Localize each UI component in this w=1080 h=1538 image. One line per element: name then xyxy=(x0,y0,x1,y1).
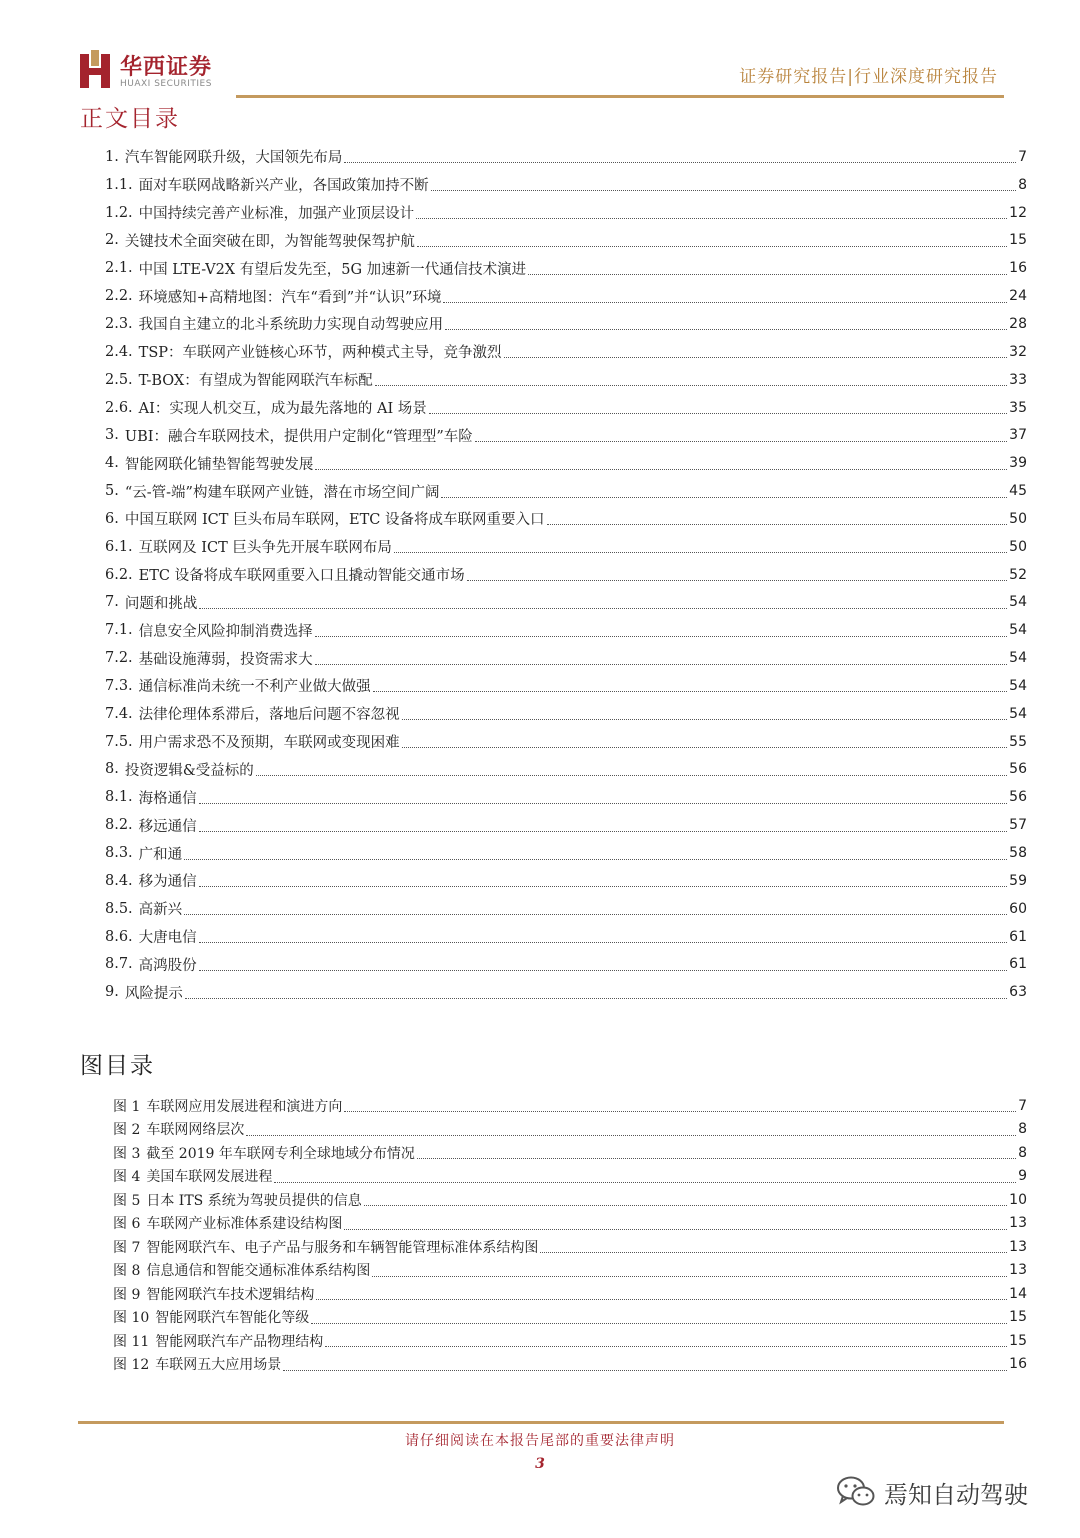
entry-title: 通信标准尚未统一不利产业做大做强 xyxy=(138,679,371,696)
dot-leader xyxy=(316,1299,1007,1300)
entry-number: 图 9 xyxy=(113,1286,141,1303)
toc-entry[interactable] xyxy=(105,756,1027,784)
entry-page: 16 xyxy=(1009,1356,1027,1373)
entry-title: 高新兴 xyxy=(138,902,183,919)
entry-number: 7.2. xyxy=(105,650,133,667)
entry-number: 2.3. xyxy=(105,315,133,332)
toc-heading: 正文目录 xyxy=(80,106,180,132)
entry-number: 1.2. xyxy=(105,204,133,221)
toc-entry[interactable] xyxy=(105,227,1027,255)
entry-number: 2.6. xyxy=(105,399,133,416)
toc-entry[interactable] xyxy=(105,199,1027,227)
entry-title: 车联网网络层次 xyxy=(146,1122,245,1139)
entry-title: 大唐电信 xyxy=(138,930,197,947)
dot-leader xyxy=(185,998,1007,999)
entry-number: 2.5. xyxy=(105,371,133,388)
dot-leader xyxy=(402,747,1008,748)
entry-number: 8.4. xyxy=(105,872,133,889)
dot-leader xyxy=(429,413,1007,414)
dot-leader xyxy=(315,636,1008,637)
entry-title: 环境感知+高精地图：汽车“看到”并“认识”环境 xyxy=(138,289,442,306)
entry-page: 15 xyxy=(1009,1309,1027,1326)
toc-entry[interactable] xyxy=(105,282,1027,310)
entry-title: 关键技术全面突破在即，为智能驾驶保驾护航 xyxy=(124,233,415,250)
toc-entry[interactable] xyxy=(105,728,1027,756)
entry-number: 2.1. xyxy=(105,260,133,277)
dot-leader xyxy=(199,942,1008,943)
entry-title: AI：实现人机交互，成为最先落地的 AI 场景 xyxy=(138,401,427,418)
toc-entry[interactable] xyxy=(105,561,1027,589)
entry-page: 54 xyxy=(1009,677,1027,694)
page-header xyxy=(78,44,1004,100)
entry-number: 图 8 xyxy=(113,1263,141,1280)
dot-leader xyxy=(528,274,1007,275)
entry-page: 63 xyxy=(1009,984,1027,1001)
entry-title: 智能网联汽车技术逻辑结构 xyxy=(146,1286,315,1303)
dot-leader xyxy=(199,970,1008,971)
entry-page: 50 xyxy=(1009,510,1027,527)
entry-page: 32 xyxy=(1009,343,1027,360)
entry-number: 图 5 xyxy=(113,1192,141,1209)
dot-leader xyxy=(475,441,1007,442)
entry-title: “云-管-端”构建车联网产业链，潜在市场空间广阔 xyxy=(124,484,440,501)
entry-page: 56 xyxy=(1009,761,1027,778)
entry-title: 风险提示 xyxy=(124,985,183,1002)
watermark-text: 焉知自动驾驶 xyxy=(884,1480,1028,1509)
entry-page: 61 xyxy=(1009,928,1027,945)
dot-leader xyxy=(199,803,1008,804)
figure-entry[interactable] xyxy=(113,1094,1027,1118)
toc-entry[interactable] xyxy=(105,644,1027,672)
entry-page: 24 xyxy=(1009,288,1027,305)
entry-number: 6.1. xyxy=(105,538,133,555)
entry-number: 图 7 xyxy=(113,1239,141,1256)
entry-number: 3. xyxy=(105,427,119,444)
entry-page: 16 xyxy=(1009,260,1027,277)
toc-entry[interactable] xyxy=(105,923,1027,951)
figure-list xyxy=(113,1094,1027,1376)
entry-number: 2.2. xyxy=(105,288,133,305)
entry-number: 8.6. xyxy=(105,928,133,945)
entry-number: 9. xyxy=(105,984,119,1001)
entry-title: 信息通信和智能交通标准体系结构图 xyxy=(146,1263,371,1280)
entry-page: 54 xyxy=(1009,650,1027,667)
entry-number: 8. xyxy=(105,761,119,778)
entry-page: 15 xyxy=(1009,232,1027,249)
entry-page: 59 xyxy=(1009,872,1027,889)
entry-title: 汽车智能网联升级，大国领先布局 xyxy=(124,150,343,167)
entry-title: 车联网应用发展进程和演进方向 xyxy=(146,1098,343,1115)
toc-entry[interactable] xyxy=(105,616,1027,644)
entry-page: 54 xyxy=(1009,594,1027,611)
toc-entry[interactable] xyxy=(105,171,1027,199)
entry-page: 37 xyxy=(1009,427,1027,444)
entry-page: 58 xyxy=(1009,845,1027,862)
entry-number: 2. xyxy=(105,232,119,249)
dot-leader xyxy=(547,524,1008,525)
dot-leader xyxy=(431,190,1016,191)
toc-entry[interactable] xyxy=(105,338,1027,366)
entry-title: 基础设施薄弱，投资需求大 xyxy=(138,651,313,668)
logo-name-cn: 华西证券 xyxy=(120,55,213,80)
entry-title: 中国 LTE-V2X 有望后发先至，5G 加速新一代通信技术演进 xyxy=(138,261,527,278)
dot-leader xyxy=(344,1111,1016,1112)
entry-title: 中国持续完善产业标准，加强产业顶层设计 xyxy=(138,206,415,223)
figure-list-heading: 图目录 xyxy=(80,1053,155,1079)
entry-page: 8 xyxy=(1018,176,1027,193)
toc-entry[interactable] xyxy=(105,839,1027,867)
toc-entry[interactable] xyxy=(105,254,1027,282)
entry-page: 60 xyxy=(1009,900,1027,917)
dot-leader xyxy=(184,859,1007,860)
toc-entry[interactable] xyxy=(105,533,1027,561)
report-type: 证券研究报告|行业深度研究报告 xyxy=(739,67,998,87)
entry-number: 1. xyxy=(105,148,119,165)
entry-page: 56 xyxy=(1009,789,1027,806)
entry-title: TSP：车联网产业链核心环节，两种模式主导，竞争激烈 xyxy=(138,345,502,362)
watermark xyxy=(836,1472,1028,1512)
entry-number: 图 2 xyxy=(113,1122,141,1139)
entry-number: 7.5. xyxy=(105,733,133,750)
entry-title: 法律伦理体系滞后，落地后问题不容忽视 xyxy=(138,707,400,724)
entry-title: 移为通信 xyxy=(138,874,197,891)
entry-number: 6.2. xyxy=(105,566,133,583)
dot-leader xyxy=(394,552,1007,553)
wechat-icon xyxy=(836,1475,876,1509)
toc-entry[interactable] xyxy=(105,867,1027,895)
entry-number: 图 1 xyxy=(113,1098,141,1115)
dot-leader xyxy=(445,329,1007,330)
dot-leader xyxy=(375,385,1007,386)
header-rule xyxy=(236,95,1004,98)
entry-number: 8.3. xyxy=(105,845,133,862)
dot-leader xyxy=(443,302,1007,303)
dot-leader xyxy=(315,664,1008,665)
entry-title: 智能网联化铺垫智能驾驶发展 xyxy=(124,456,314,473)
logo-name-en: HUAXI SECURITIES xyxy=(120,79,212,89)
entry-page: 55 xyxy=(1009,733,1027,750)
entry-page: 13 xyxy=(1009,1215,1027,1232)
entry-number: 4. xyxy=(105,455,119,472)
toc-entry[interactable] xyxy=(105,978,1027,1006)
toc-entry[interactable] xyxy=(105,589,1027,617)
toc-entry[interactable] xyxy=(105,700,1027,728)
figure-entry[interactable] xyxy=(113,1306,1027,1330)
dot-leader xyxy=(315,469,1007,470)
entry-number: 8.1. xyxy=(105,789,133,806)
entry-number: 2.4. xyxy=(105,343,133,360)
entry-number: 7.4. xyxy=(105,705,133,722)
toc-entry[interactable] xyxy=(105,895,1027,923)
entry-number: 1.1. xyxy=(105,176,133,193)
entry-title: 面对车联网战略新兴产业，各国政策加持不断 xyxy=(138,178,429,195)
entry-page: 39 xyxy=(1009,455,1027,472)
toc-entry[interactable] xyxy=(105,366,1027,394)
entry-title: 用户需求恐不及预期，车联网或变现困难 xyxy=(138,735,400,752)
entry-title: 我国自主建立的北斗系统助力实现自动驾驶应用 xyxy=(138,317,444,334)
dot-leader xyxy=(373,691,1008,692)
toc-entry[interactable] xyxy=(105,950,1027,978)
toc-entry[interactable] xyxy=(105,421,1027,449)
entry-page: 7 xyxy=(1018,1097,1027,1114)
dot-leader xyxy=(256,775,1007,776)
huaxi-logo-icon xyxy=(78,50,112,90)
figure-entry[interactable] xyxy=(113,1235,1027,1259)
entry-page: 12 xyxy=(1009,204,1027,221)
entry-title: 投资逻辑&受益标的 xyxy=(124,762,254,779)
toc-entry[interactable] xyxy=(105,783,1027,811)
entry-title: 车联网五大应用场景 xyxy=(155,1357,282,1374)
toc-entry[interactable] xyxy=(105,477,1027,505)
entry-title: 问题和挑战 xyxy=(124,595,198,612)
entry-title: 广和通 xyxy=(138,846,183,863)
entry-number: 7.1. xyxy=(105,622,133,639)
figure-entry[interactable] xyxy=(113,1259,1027,1283)
entry-page: 10 xyxy=(1009,1191,1027,1208)
entry-page: 9 xyxy=(1018,1168,1027,1185)
entry-page: 14 xyxy=(1009,1285,1027,1302)
entry-title: 智能网联汽车智能化等级 xyxy=(155,1310,310,1327)
figure-entry[interactable] xyxy=(113,1282,1027,1306)
entry-page: 54 xyxy=(1009,705,1027,722)
entry-number: 图 3 xyxy=(113,1145,141,1162)
entry-title: 截至 2019 年车联网专利全球地域分布情况 xyxy=(146,1145,415,1162)
entry-page: 50 xyxy=(1009,538,1027,555)
entry-title: T-BOX：有望成为智能网联汽车标配 xyxy=(138,373,373,390)
entry-page: 57 xyxy=(1009,817,1027,834)
entry-page: 28 xyxy=(1009,315,1027,332)
entry-page: 52 xyxy=(1009,566,1027,583)
dot-leader xyxy=(283,1370,1007,1371)
entry-title: 移远通信 xyxy=(138,818,197,835)
dot-leader xyxy=(311,1323,1007,1324)
dot-leader xyxy=(540,1252,1007,1253)
entry-page: 61 xyxy=(1009,956,1027,973)
entry-number: 5. xyxy=(105,483,119,500)
toc-entry[interactable] xyxy=(105,672,1027,700)
dot-leader xyxy=(364,1205,1007,1206)
dot-leader xyxy=(199,831,1008,832)
entry-number: 7. xyxy=(105,594,119,611)
dot-leader xyxy=(372,1276,1007,1277)
figure-entry[interactable] xyxy=(113,1188,1027,1212)
toc-entry[interactable] xyxy=(105,143,1027,171)
entry-page: 45 xyxy=(1009,483,1027,500)
entry-number: 图 12 xyxy=(113,1357,150,1374)
entry-page: 13 xyxy=(1009,1262,1027,1279)
entry-title: 车联网产业标准体系建设结构图 xyxy=(146,1216,343,1233)
entry-number: 图 10 xyxy=(113,1310,150,1327)
figure-entry[interactable] xyxy=(113,1212,1027,1236)
toc-entry[interactable] xyxy=(105,449,1027,477)
entry-number: 图 6 xyxy=(113,1216,141,1233)
entry-title: 智能网联汽车产品物理结构 xyxy=(155,1333,324,1350)
toc-entry[interactable] xyxy=(105,811,1027,839)
dot-leader xyxy=(325,1346,1007,1347)
figure-entry[interactable] xyxy=(113,1141,1027,1165)
entry-title: 智能网联汽车、电子产品与服务和车辆智能管理标准体系结构图 xyxy=(146,1239,539,1256)
dot-leader xyxy=(246,1135,1016,1136)
dot-leader xyxy=(504,357,1008,358)
dot-leader xyxy=(441,497,1007,498)
entry-title: UBI：融合车联网技术，提供用户定制化“管理型”车险 xyxy=(124,428,473,445)
entry-page: 35 xyxy=(1009,399,1027,416)
dot-leader xyxy=(274,1182,1016,1183)
entry-page: 8 xyxy=(1018,1144,1027,1161)
entry-number: 7.3. xyxy=(105,677,133,694)
legal-notice: 请仔细阅读在本报告尾部的重要法律声明 xyxy=(405,1433,675,1449)
figure-entry[interactable] xyxy=(113,1118,1027,1142)
dot-leader xyxy=(417,246,1007,247)
toc-list xyxy=(105,143,1027,1006)
dot-leader xyxy=(184,914,1007,915)
entry-number: 图 11 xyxy=(113,1333,150,1350)
entry-number: 8.7. xyxy=(105,956,133,973)
dot-leader xyxy=(199,608,1007,609)
footer-rule xyxy=(78,1421,1004,1424)
entry-title: 日本 ITS 系统为驾驶员提供的信息 xyxy=(146,1192,362,1209)
entry-page: 15 xyxy=(1009,1332,1027,1349)
entry-page: 54 xyxy=(1009,622,1027,639)
entry-title: 海格通信 xyxy=(138,790,197,807)
entry-title: 信息安全风险抑制消费选择 xyxy=(138,623,313,640)
dot-leader xyxy=(344,162,1016,163)
dot-leader xyxy=(344,1229,1007,1230)
entry-title: 互联网及 ICT 巨头争先开展车联网布局 xyxy=(138,540,392,557)
entry-page: 7 xyxy=(1018,148,1027,165)
page-number: 3 xyxy=(535,1456,545,1472)
entry-title: 高鸿股份 xyxy=(138,957,197,974)
entry-number: 8.2. xyxy=(105,817,133,834)
figure-entry[interactable] xyxy=(113,1165,1027,1189)
entry-title: ETC 设备将成车联网重要入口且撬动智能交通市场 xyxy=(138,568,465,585)
figure-entry[interactable] xyxy=(113,1353,1027,1377)
toc-entry[interactable] xyxy=(105,505,1027,533)
dot-leader xyxy=(416,218,1007,219)
toc-entry[interactable] xyxy=(105,394,1027,422)
entry-page: 8 xyxy=(1018,1121,1027,1138)
entry-page: 33 xyxy=(1009,371,1027,388)
dot-leader xyxy=(417,1158,1016,1159)
entry-title: 中国互联网 ICT 巨头布局车联网，ETC 设备将成车联网重要入口 xyxy=(124,512,545,529)
entry-number: 图 4 xyxy=(113,1169,141,1186)
toc-entry[interactable] xyxy=(105,310,1027,338)
entry-page: 13 xyxy=(1009,1238,1027,1255)
entry-number: 8.5. xyxy=(105,900,133,917)
entry-title: 美国车联网发展进程 xyxy=(146,1169,273,1186)
dot-leader xyxy=(467,580,1008,581)
dot-leader xyxy=(402,719,1008,720)
dot-leader xyxy=(199,886,1008,887)
entry-number: 6. xyxy=(105,510,119,527)
figure-entry[interactable] xyxy=(113,1329,1027,1353)
